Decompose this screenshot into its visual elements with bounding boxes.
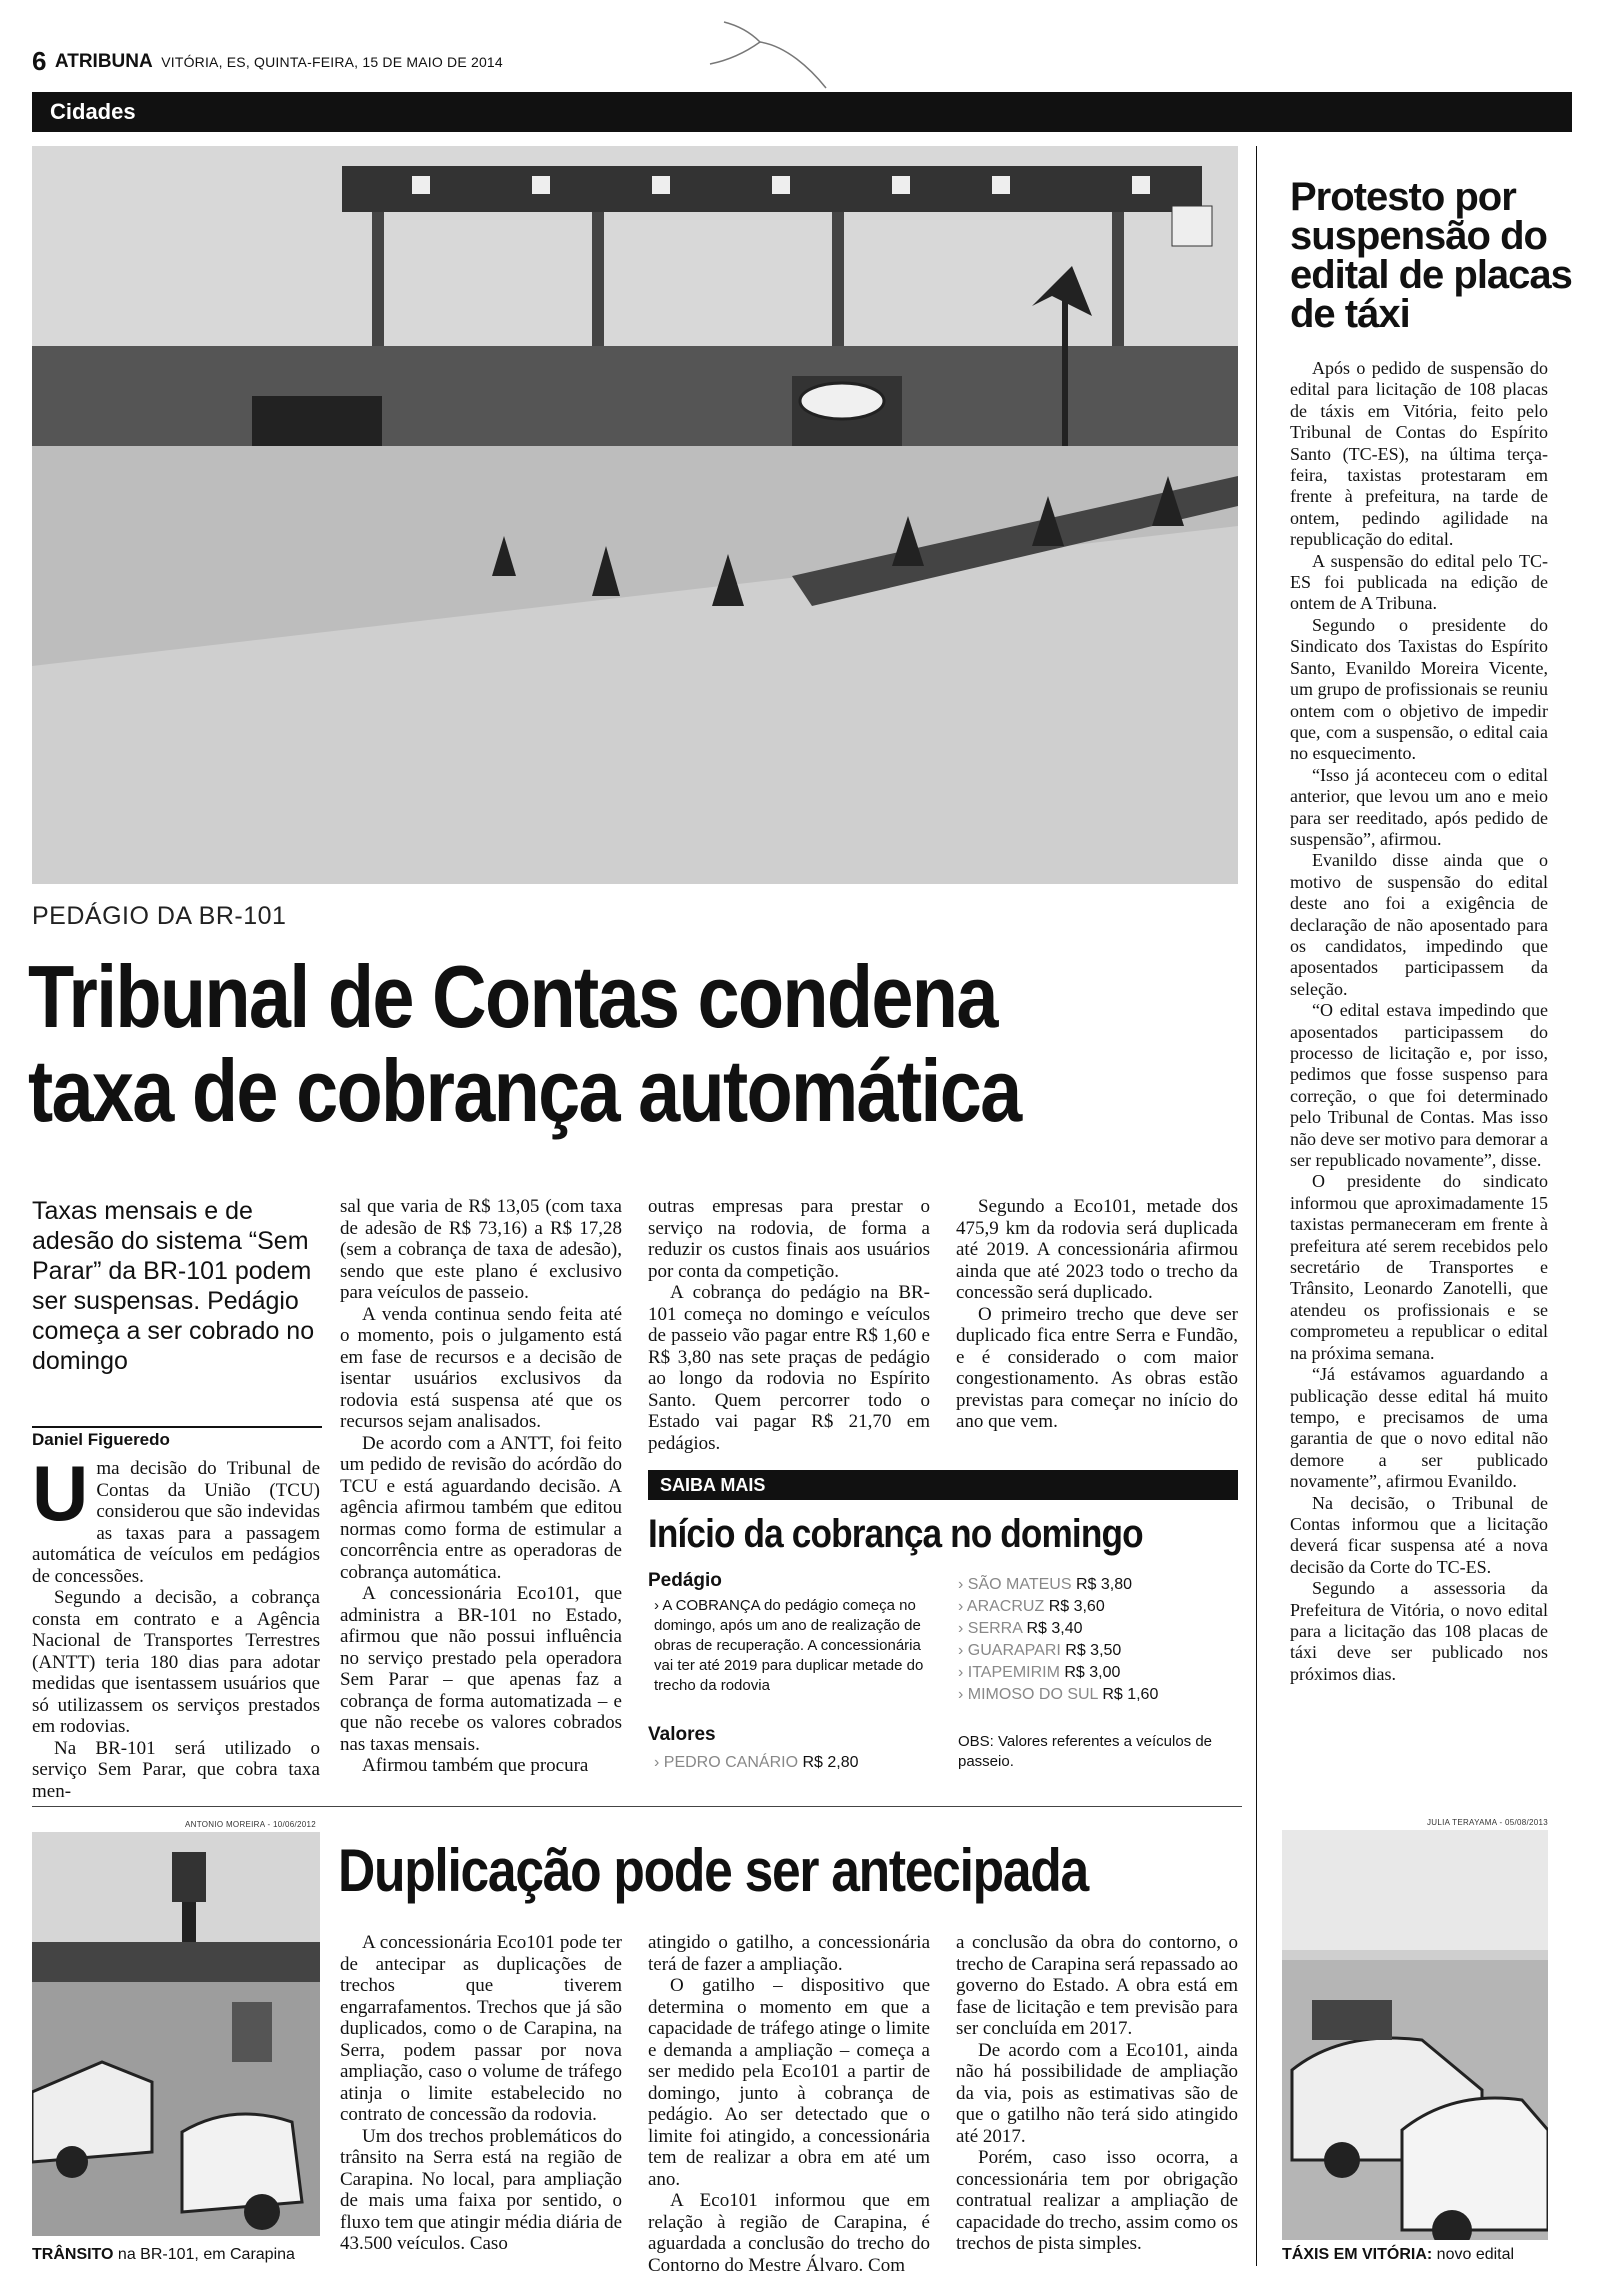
col3-paragraph: outras empresas para prestar o serviço na rodovia, de forma a reduzir os custos finais aos usuários por conta da competição.	[648, 1196, 930, 1282]
side-body: Após o pedido de suspensão do edital para licitação de 108 placas de táxis em Vitória, feito pelo Tribunal de Contas do Espírito Santo (TC-ES), na última terça-feira, taxistas protestaram em frente à prefeitura, na tarde de ontem, pedindo agilidade na republicação do edital. A suspensão do edital pelo TC-ES foi publicada na edição de ontem de A Tribuna. Segundo o presidente do Sindicato dos Taxistas do Espírito Santo, Evanildo Moreira Vicente, um grupo de profissionais se reuniu ontem com o objetivo de impedir que, com a suspensão, o edital caia no esquecimento. “Isso já aconteceu com o edital anterior, que levou um ano e meio para ser reeditado, após pedido de suspensão”, afirmou. Evanildo disse ainda que o motivo de suspensão do edital deste ano foi a exigência de declaração de não aposentado para os candidatos, impedindo que aposentados participassem da seleção. “O edital estava impedindo que aposentados participassem do processo de licitação e, por isso, pedimos que fosse suspenso para correção, o que foi determinado pelo Tribunal de Contas. Mas isso não deve ser motivo para demorar a ser republicado novamente”, disse. O presidente do sindicato informou que aproximadamente 15 taxistas permaneceram em frente à prefeitura até serem recebidos pelo secretário de Transportes e Trânsito, Leonardo Zanotelli, que atendeu os profissionais e se comprometeu a republicar o edital na próxima semana. “Já estávamos aguardando a publicação desse edital há muito tempo, e precisamos de uma garantia de que o novo edital não demore a ser publicado novamente”, afirmou Evanildo. Na decisão, o Tribunal de Contas informou que a licitação deverá ficar suspensa até a nova decisão da Corte do TC-ES. Segundo a assessoria da Prefeitura de Vitória, o novo edital para a licitação das 108 placas de táxi deve ser publicado nos próximos dias.	[1290, 358, 1548, 1684]
main-column-3	[648, 1196, 930, 1454]
price-row: › ARACRUZ R$ 3,60	[958, 1598, 1105, 1615]
bottom-column-3: a conclusão da obra do contorno, o trecho de Carapina será repassado ao governo do Estado. A obra está em fase de licitação e tem previsão para ser concluída em 2017. De acordo com a Eco101, ainda não há possibilidade de ampliação da via, pois as estimativas são de que o gatilho não terá sido atingido até 2017. Porém, caso isso ocorra, a concessionária tem por obrigação contratual realizar a ampliação de capacidade do trecho, assim como os trechos de pista simples.	[956, 1932, 1238, 2254]
main-headline	[28, 947, 1248, 1140]
page-number: 6	[32, 46, 47, 76]
price-row: › MIMOSO DO SUL R$ 1,60	[958, 1686, 1159, 1703]
page-header	[32, 46, 503, 76]
toll-plaza-photo	[32, 146, 1238, 884]
price-row: › SERRA R$ 3,40	[958, 1620, 1083, 1637]
pedagio-label: Pedágio	[648, 1570, 722, 1591]
side-headline: Protesto por suspensão do edital de placas de táxi	[1290, 175, 1572, 336]
taxi-photo	[1282, 1830, 1548, 2240]
bottom-column-1: A concessionária Eco101 pode ter de antecipar as duplicações de trechos que tiverem engarrafamentos. Trechos que já são duplicados, como o de Carapina, na Serra, podem passar por nova ampliação, caso o volume de tráfego atinja o limite estabelecido no contrato de concessão da rodovia. Um dos trechos problemáticos do trânsito na Serra está na região de Carapina. No local, para ampliação de mais uma faixa por sentido, o fluxo tem que atingir média diária de 43.500 veículos. Caso	[340, 1932, 622, 2254]
saiba-mais-title: Início da cobrança no domingo	[648, 1512, 1143, 1556]
pedagio-text: › A COBRANÇA do pedágio começa no domingo, após um ano de realização de obras de recuperação. A concessionária vai ter até 2019 para duplicar metade do trecho da rodovia	[654, 1597, 924, 1694]
obs-note: OBS: Valores referentes a veículos de passeio.	[958, 1733, 1213, 1770]
main-column-1: Uma decisão do Tribunal de Contas da União (TCU) considerou que são indevidas as taxas para a passagem automática de veículos em pedágios de concessões. Segundo a decisão, a cobrança consta em contrato e a Agência Nacional de Transportes Terrestres (ANTT) teria 180 dias para adotar medidas que isentassem usuários que só utilizassem os serviços prestados em rodovias. Na BR-101 será utilizado o serviço Sem Parar, que cobra taxa men-	[32, 1449, 320, 1802]
price-row-pedro-canario: › PEDRO CANÁRIO R$ 2,80	[654, 1754, 859, 1771]
col2-paragraph: sal que varia de R$ 13,05 (com taxa de adesão de R$ 73,16) a R$ 17,28 (sem a cobrança de taxa de adesão), sendo que este plano é exclusivo para veículos de passeio.	[340, 1196, 622, 1303]
col1-paragraph: Na BR-101 será utilizado o serviço Sem Parar, que cobra taxa men-	[32, 1737, 320, 1802]
headline-line-2: taxa de cobrança automática	[28, 1041, 1021, 1140]
transit-photo-caption: TRÂNSITO na BR-101, em Carapina	[32, 2246, 295, 2263]
dateline: VITÓRIA, ES, QUINTA-FEIRA, 15 DE MAIO DE 2014	[161, 53, 503, 70]
col4-paragraph: Segundo a Eco101, metade dos 475,9 km da rodovia será duplicada até 2019. A concessionária afirmou ainda que até 2023 todo o trecho da concessão será duplicado.	[956, 1196, 1238, 1303]
taxi-photo-credit: JULIA TERAYAMA - 05/08/2013	[1426, 1818, 1548, 1827]
main-kicker: PEDÁGIO DA BR-101	[32, 902, 287, 930]
main-column-4	[956, 1196, 1238, 1433]
col2-paragraph: Afirmou também que procura	[362, 1755, 589, 1776]
col2-paragraph: De acordo com a ANTT, foi feito um pedido de revisão do acórdão do TCU e está aguardando decisão. A agência afirmou também que editou normas como forma de estimular a concorrência entre as operadoras de cobrança automática.	[340, 1432, 622, 1583]
section-label: Cidades	[50, 99, 136, 124]
saiba-mais-label: SAIBA MAIS	[660, 1475, 766, 1495]
pen-mark-icon	[690, 12, 850, 92]
price-row: › SÃO MATEUS R$ 3,80	[958, 1576, 1132, 1593]
main-column-2	[340, 1196, 622, 1777]
price-row: › GUARAPARI R$ 3,50	[958, 1642, 1122, 1659]
section-bar	[32, 92, 1572, 132]
price-row: › ITAPEMIRIM R$ 3,00	[958, 1664, 1121, 1681]
byline: Daniel Figueredo	[32, 1430, 170, 1449]
taxi-photo-caption: TÁXIS EM VITÓRIA: novo edital	[1282, 2246, 1515, 2263]
bottom-section-rule	[32, 1806, 1242, 1807]
main-deck: Taxas mensais e de adesão do sistema “Sem Parar” da BR-101 podem ser suspensas. Pedágio começa a ser cobrado no domingo	[32, 1197, 315, 1375]
col3-paragraph: A cobrança do pedágio na BR-101 começa no domingo e veículos de passeio vão pagar entre R$ 1,60 e R$ 3,80 nas sete praças de pedágio ao longo da rodovia no Espírito Santo. Quem percorrer todo o Estado vai pagar R$ 21,70 em pedágios.	[648, 1282, 930, 1454]
column-divider	[1256, 146, 1257, 2266]
col2-paragraph: A venda continua sendo feita até o momento, pois o julgamento está em fase de recursos e a decisão de isentar usuários exclusivos da rodovia está suspensa até que os recursos sejam analisados.	[340, 1303, 622, 1432]
byline-rule	[32, 1426, 322, 1428]
bottom-column-2: atingido o gatilho, a concessionária terá de fazer a ampliação. O gatilho – dispositivo que determina o momento em que a capacidade de tráfego atinge o limite e demanda a ampliação – começa a ser medido pela Eco101 a partir de domingo, junto à cobrança de pedágio. Ao ser detectado que o limite foi atingido, a concessionária tem de realizar a obra em até um ano. A Eco101 informou que em relação à região de Carapina, é aguardada a conclusão do trecho do Contorno do Mestre Álvaro. Com	[648, 1932, 930, 2276]
bottom-headline: Duplicação pode ser antecipada	[338, 1837, 1088, 1904]
transit-photo-credit: ANTONIO MOREIRA - 10/06/2012	[185, 1820, 316, 1829]
saiba-mais-bar	[648, 1470, 1238, 1500]
newspaper-brand: ATRIBUNA	[54, 50, 153, 72]
transit-photo	[32, 1832, 320, 2236]
headline-line-1: Tribunal de Contas condena	[28, 947, 997, 1046]
col4-paragraph: O primeiro trecho que deve ser duplicado fica entre Serra e Fundão, e é considerado o com maior congestionamento. As obras estão previstas para começar no início do ano que vem.	[956, 1303, 1238, 1432]
col2-paragraph: A concessionária Eco101, que administra a BR-101 no Estado, afirmou que não possui influência no serviço prestado pela operadora Sem Parar – que apenas faz a cobrança de forma automatizada – e que não recebe os valores cobrados nas taxas mensais.	[340, 1583, 622, 1755]
price-list	[958, 1574, 1238, 1706]
col1-paragraph: Segundo a decisão, a cobrança consta em contrato e a Agência Nacional de Transportes Terrestres (ANTT) teria 180 dias para adotar medidas que isentassem usuários que só utilizassem os serviços prestados em rodovias.	[32, 1587, 320, 1737]
valores-label: Valores	[648, 1724, 716, 1745]
drop-cap: U	[32, 1449, 89, 1537]
